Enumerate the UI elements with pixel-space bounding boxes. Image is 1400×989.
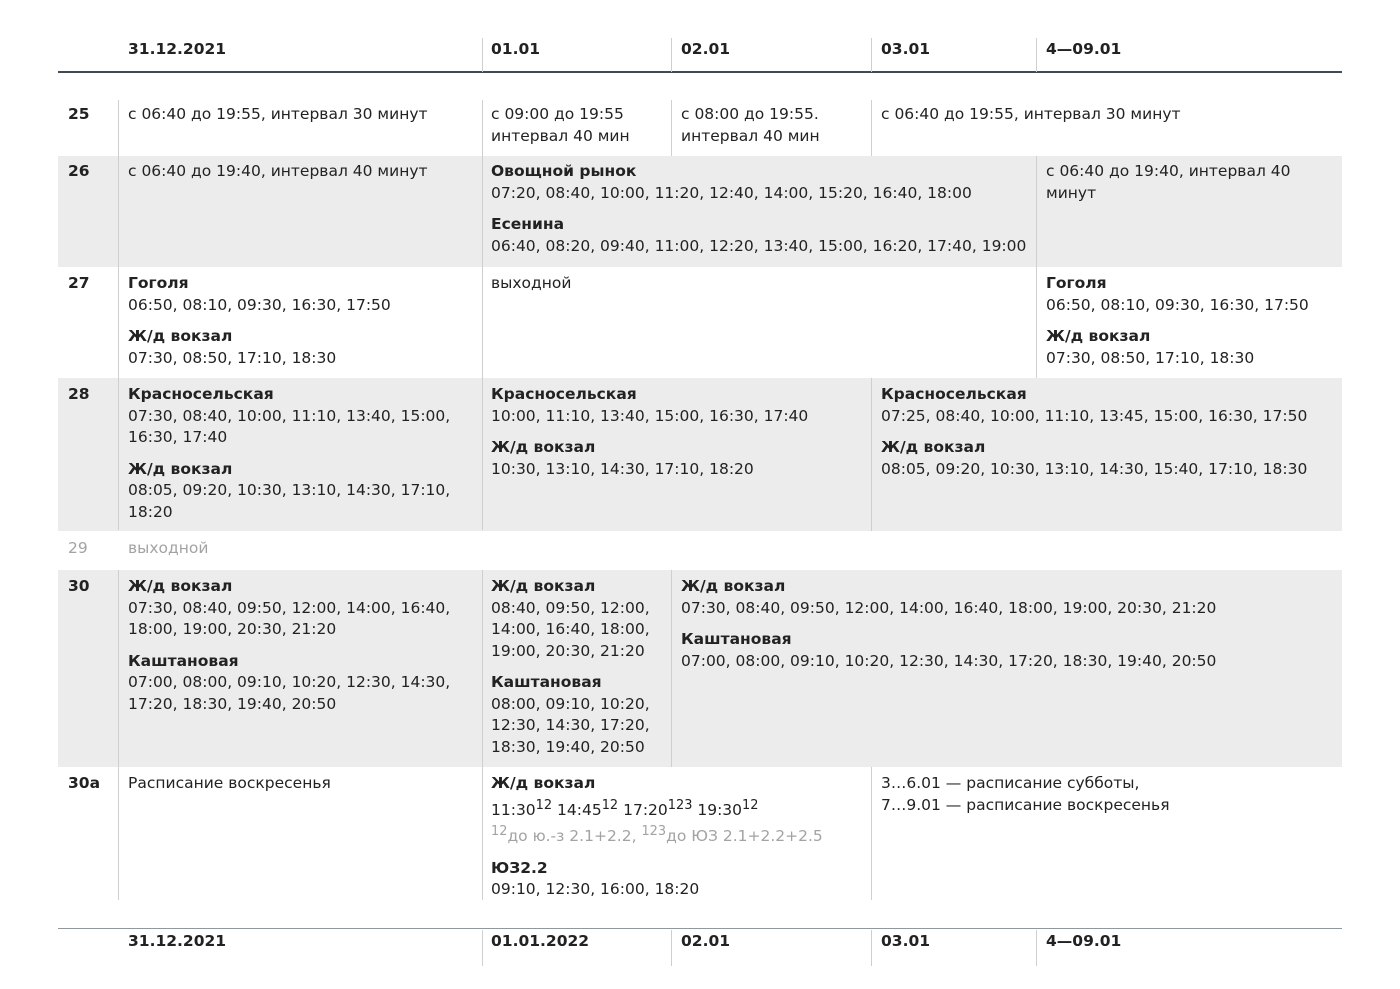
header-sep [1036, 38, 1037, 72]
departure-times: $11:30^{12}$ $14:45^{12}$ $17:20^{123}$ $19:30^{12}$ [491, 797, 759, 819]
header-sep [871, 38, 872, 72]
schedule-cell: Расписание воскресенья [128, 774, 331, 792]
route-number: 27 [68, 274, 90, 292]
route-number: 30а [68, 774, 101, 792]
schedule-cell: Красносельская 07:25, 08:40, 10:00, 11:10, 13:45, 15:00, 16:30, 17:50 Ж/д вокзал 08:05, 09:20, 10:30, 13:10, 14:30, 15:40, 17:10, 18:30 [881, 385, 1308, 478]
schedule-cell: с 06:40 до 19:40, интервал 40 минут [128, 162, 428, 180]
footer-sep [1036, 930, 1037, 966]
stop-name: Ж/д вокзал [491, 577, 596, 595]
schedule-cell: выходной [491, 274, 572, 292]
stop-name: ЮЗ2.2 [491, 858, 548, 877]
header-sep [671, 38, 672, 72]
schedule-cell: с 06:40 до 19:55, интервал 30 минут [128, 105, 428, 123]
schedule-cell: Гоголя 06:50, 08:10, 09:30, 16:30, 17:50 Ж/д вокзал 07:30, 08:50, 17:10, 18:30 [128, 274, 391, 367]
route-number: 26 [68, 162, 90, 180]
stop-name: Есенина [491, 215, 565, 233]
footer-date-2: 01.01.2022 [491, 932, 590, 950]
footer-sep [671, 930, 672, 966]
footer-date-5: 4—09.01 [1046, 932, 1122, 950]
col-sep [671, 570, 672, 767]
route-number: 25 [68, 105, 90, 123]
schedule-cell: Ж/д вокзал 08:40, 09:50, 12:00, 14:00, 16:40, 18:00, 19:00, 20:30, 21:20 Каштановая 08:00, 09:10, 10:20, 12:30, 14:30, 17:20, 18:30, 19:40, 20:50 [491, 577, 650, 756]
header-sep [482, 38, 483, 72]
header-date-4: 03.01 [881, 40, 931, 58]
stop-name: Гоголя [1046, 274, 1107, 292]
stop-name: Ж/д вокзал [128, 327, 233, 345]
stop-name: Красносельская [128, 385, 274, 403]
stop-name: Овощной рынок [491, 162, 637, 180]
schedule-cell: с 06:40 до 19:40, интервал 40 минут [1046, 162, 1291, 202]
top-rule [58, 71, 1342, 73]
header-date-3: 02.01 [681, 40, 731, 58]
col-sep [871, 767, 872, 900]
stop-name: Каштановая [681, 630, 792, 648]
footer-date-3: 02.01 [681, 932, 731, 950]
schedule-cell: Овощной рынок 07:20, 08:40, 10:00, 11:20, 12:40, 14:00, 15:20, 16:40, 18:00 Есенина 06:40, 08:20, 09:40, 11:00, 12:20, 13:40, 15:00, 16:20, 17:40, 19:00 [491, 162, 1027, 255]
route-number: 30 [68, 577, 90, 595]
stop-name: Каштановая [128, 651, 239, 670]
col-sep [871, 378, 872, 531]
col-sep [1036, 156, 1037, 378]
footer-date-4: 03.01 [881, 932, 931, 950]
stop-name: Гоголя [128, 274, 189, 292]
header-date-5: 4—09.01 [1046, 40, 1122, 58]
route-number: 28 [68, 385, 90, 403]
stop-name: Красносельская [491, 385, 637, 403]
schedule-cell: Красносельская 07:30, 08:40, 10:00, 11:10, 13:40, 15:00, 16:30, 17:40 Ж/д вокзал 08:05, 09:20, 10:30, 13:10, 14:30, 17:10, 18:20 [128, 385, 451, 521]
schedule-cell: с 08:00 до 19:55. интервал 40 мин [681, 105, 820, 145]
col-sep [118, 570, 119, 900]
stop-name: Каштановая [491, 673, 602, 691]
bottom-rule [58, 928, 1342, 929]
schedule-cell: Ж/д вокзал 07:30, 08:40, 09:50, 12:00, 14:00, 16:40, 18:00, 19:00, 20:30, 21:20 Каштановая 07:00, 08:00, 09:10, 10:20, 12:30, 14:30, 17:20, 18:30, 19:40, 20:50 [681, 577, 1217, 670]
col-sep [871, 100, 872, 156]
stop-name: Ж/д вокзал [491, 438, 596, 456]
schedule-cell: с 09:00 до 19:55 интервал 40 мин [491, 105, 630, 145]
schedule-cell: Гоголя 06:50, 08:10, 09:30, 16:30, 17:50 Ж/д вокзал 07:30, 08:50, 17:10, 18:30 [1046, 274, 1309, 367]
col-sep [671, 100, 672, 156]
schedule-cell: Красносельская 10:00, 11:10, 13:40, 15:00, 16:30, 17:40 Ж/д вокзал 10:30, 13:10, 14:30, 17:10, 18:20 [491, 385, 809, 478]
footer-sep [871, 930, 872, 966]
footnote: $^{12}$до ю.-з 2.1+2.2, $^{123}$до ЮЗ 2.1+2.2+2.5 [491, 824, 823, 846]
stop-name: Ж/д вокзал [1046, 327, 1151, 345]
schedule-cell: Ж/д вокзал 07:30, 08:40, 09:50, 12:00, 14:00, 16:40, 18:00, 19:00, 20:30, 21:20 Каштановая 07:00, 08:00, 09:10, 10:20, 12:30, 14:30, 17:20, 18:30, 19:40, 20:50 [128, 577, 451, 713]
schedule-cell: 3…6.01 — расписание субботы, 7…9.01 — расписание воскресенья [881, 774, 1170, 814]
stop-name: Красносельская [881, 385, 1027, 403]
stop-name: Ж/д вокзал [881, 438, 986, 456]
footer-date-1: 31.12.2021 [128, 932, 227, 950]
stop-name: Ж/д вокзал [128, 577, 233, 595]
stop-name: Ж/д вокзал [128, 459, 233, 478]
schedule-cell: выходной [128, 539, 209, 557]
route-number: 29 [68, 539, 88, 557]
schedule-cell: Ж/д вокзал $11:30^{12}$ $14:45^{12}$ $17:20^{123}$ $19:30^{12}$ $^{12}$до ю.-з 2.1+2.2, $^{123}$до ЮЗ 2.1+2.2+2.5 ЮЗ2.2 09:10, 12:30, 16:00, 18:20 [491, 774, 823, 899]
header-date-2: 01.01 [491, 40, 541, 58]
col-sep [118, 100, 119, 530]
stop-name: Ж/д вокзал [681, 577, 786, 595]
stop-name: Ж/д вокзал [491, 774, 596, 792]
footer-sep [482, 930, 483, 966]
col-sep [482, 100, 483, 530]
col-sep [482, 570, 483, 900]
schedule-cell: с 06:40 до 19:55, интервал 30 минут [881, 105, 1181, 123]
header-date-1: 31.12.2021 [128, 40, 227, 58]
